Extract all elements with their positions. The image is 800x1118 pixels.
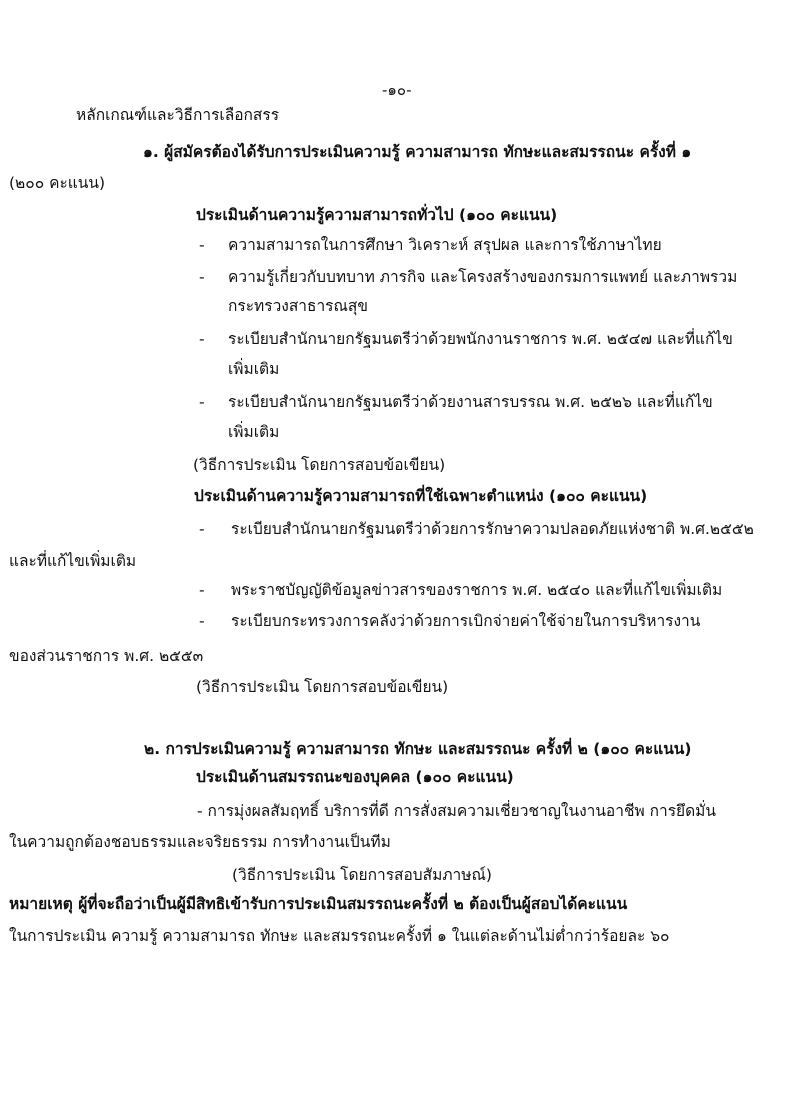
list-item-continuation: เพิ่มเติม [228,423,280,441]
part1-method: (วิธีการประเมิน โดยการสอบข้อเขียน) [193,456,446,474]
section2-sub-heading: ประเมินด้านสมรรถนะของบุคคล (๑๐๐ คะแนน) [196,768,514,786]
part2-method: (วิธีการประเมิน โดยการสอบข้อเขียน) [196,678,449,696]
bullet: - [199,612,205,630]
bullet: - [199,581,205,599]
page-number: -๑๐- [382,81,412,99]
section2-title: ๒. การประเมินความรู้ ความสามารถ ทักษะ และสมรรถนะ ครั้งที่ ๒ (๑๐๐ คะแนน) [144,740,692,758]
bullet: - [199,236,205,254]
bullet: - [199,393,205,411]
section1-title-line1: ๑. ผู้สมัครต้องได้รับการประเมินความรู้ ความสามารถ ทักษะและสมรรถนะ ครั้งที่ ๑ [143,143,692,161]
list-item: พระราชบัญญัติข้อมูลข่าวสารของราชการ พ.ศ. ๒๕๔๐ และที่แก้ไขเพิ่มเติม [231,581,723,599]
list-item: ระเบียบกระทรวงการคลังว่าด้วยการเบิกจ่ายค่าใช้จ่ายในการบริหารงาน [231,612,701,630]
list-item: ความสามารถในการศึกษา วิเคราะห์ สรุปผล และการใช้ภาษาไทย [228,236,662,254]
list-item: ระเบียบสำนักนายกรัฐมนตรีว่าด้วยพนักงานราชการ พ.ศ. ๒๕๔๗ และที่แก้ไข [228,330,733,348]
list-item-continuation: และที่แก้ไขเพิ่มเติม [9,552,137,570]
section1-title-line2: (๒๐๐ คะแนน) [9,174,106,192]
bullet: - [199,330,205,348]
list-item: ระเบียบสำนักนายกรัฐมนตรีว่าด้วยงานสารบรรณ พ.ศ. ๒๕๒๖ และที่แก้ไข [228,393,713,411]
note-line2: ในการประเมิน ความรู้ ความสามารถ ทักษะ และสมรรถนะครั้งที่ ๑ ในแต่ละด้านไม่ต่ำกว่าร้อยละ ๖๐ [9,927,670,945]
part1-heading: ประเมินด้านความรู้ความสามารถทั่วไป (๑๐๐ คะแนน) [196,206,558,224]
list-item: ความรู้เกี่ยวกับบทบาท ภารกิจ และโครงสร้างของกรมการแพทย์ และภาพรวม [228,268,738,286]
list-item-continuation: ของส่วนราชการ พ.ศ. ๒๕๕๓ [9,647,204,665]
list-item-continuation: กระทรวงสาธารณสุข [228,297,368,315]
part2-heading: ประเมินด้านความรู้ความสามารถที่ใช้เฉพาะตำแหน่ง (๑๐๐ คะแนน) [194,487,648,505]
bullet: - [199,520,205,538]
section2-item-line1: - การมุ่งผลสัมฤทธิ์ บริการที่ดี การสั่งสมความเชี่ยวชาญในงานอาชีพ การยึดมั่น [197,802,716,820]
bullet: - [199,268,205,286]
heading: หลักเกณฑ์และวิธีการเลือกสรร [76,106,280,124]
section2-method: (วิธีการประเมิน โดยการสอบสัมภาษณ์) [232,866,492,884]
note-line1: หมายเหตุ ผู้ที่จะถือว่าเป็นผู้มีสิทธิเข้ารับการประเมินสมรรถนะครั้งที่ ๒ ต้องเป็นผู้สอบได้คะแนน [9,895,628,913]
section2-item-line2: ในความถูกต้องชอบธรรมและจริยธรรม การทำงานเป็นทีม [9,833,391,851]
list-item: ระเบียบสำนักนายกรัฐมนตรีว่าด้วยการรักษาความปลอดภัยแห่งชาติ พ.ศ.๒๕๕๒ [231,520,754,538]
list-item-continuation: เพิ่มเติม [228,360,280,378]
